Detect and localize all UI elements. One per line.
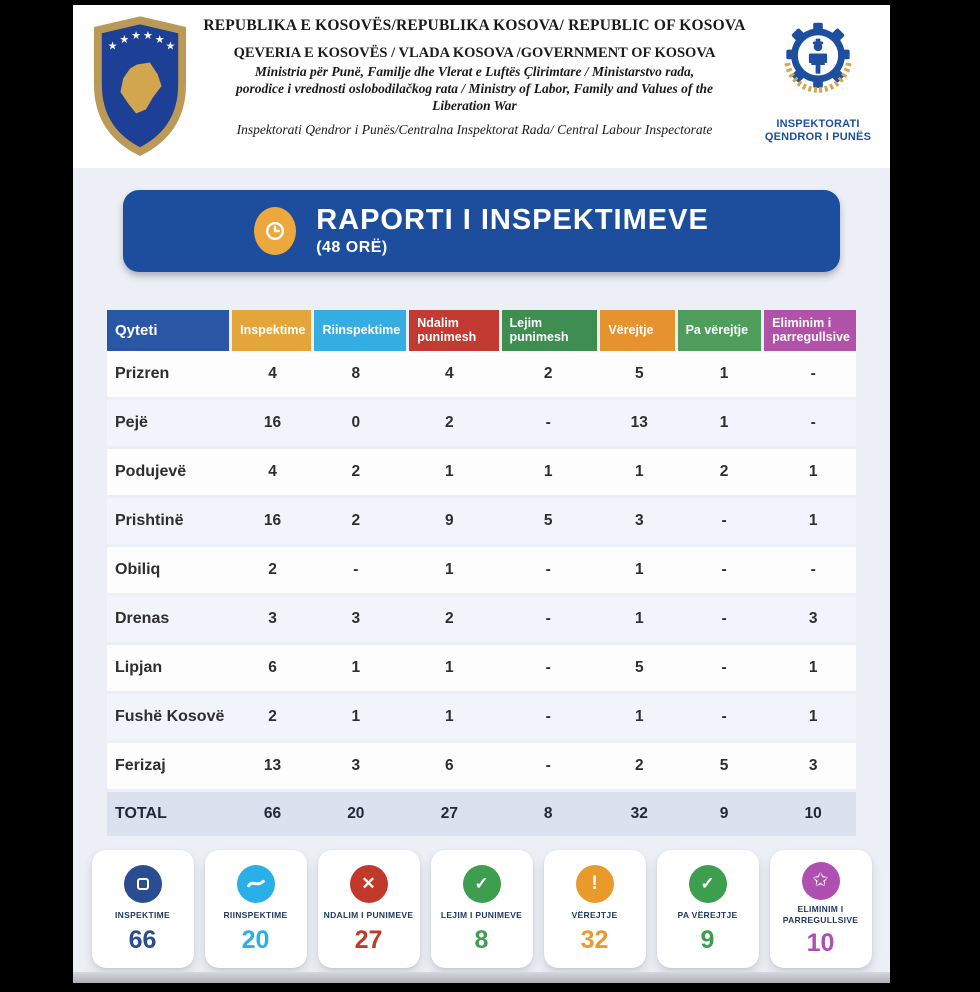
star-icon: ✩	[802, 862, 840, 900]
table-cell-value: 2	[351, 462, 361, 480]
column-header-qyteti: Qyteti	[107, 310, 229, 351]
summary-card-v-rejtje	[544, 850, 646, 968]
table-cell-value: -	[545, 413, 551, 431]
card-value: 9	[700, 925, 715, 954]
table-cell-value: 32	[630, 804, 648, 822]
banner-text	[316, 205, 709, 256]
card-value: 8	[474, 925, 489, 954]
table-body	[107, 351, 856, 836]
svg-text:★: ★	[165, 40, 176, 53]
table-cell-value: 9	[719, 804, 729, 822]
table-cell-value: 3	[808, 756, 818, 774]
table-cell-value: -	[721, 511, 727, 529]
clock-icon	[254, 207, 296, 255]
column-header-eliminim-i-parregullsive: Eliminim i parregullsive	[764, 310, 856, 351]
table-cell-value: 66	[263, 804, 282, 822]
city-label-prishtin-: Prishtinë	[115, 511, 184, 529]
svg-text:★: ★	[107, 40, 118, 53]
table-cell-value: 4	[445, 364, 454, 382]
report-page	[73, 5, 890, 983]
table-cell-value: 1	[543, 462, 553, 480]
table-cell-value: 5	[543, 511, 553, 529]
table-row	[107, 449, 856, 498]
table-cell-value: 1	[634, 462, 644, 480]
table-cell-value: 2	[445, 609, 454, 627]
table-row	[107, 596, 856, 645]
city-label-podujev-: Podujevë	[115, 462, 187, 480]
city-label-prizren: Prizren	[115, 364, 170, 382]
table-cell-value: -	[545, 560, 551, 578]
summary-card-pa-v-rejtje	[657, 850, 759, 968]
summary-card-riinspektime	[205, 850, 307, 968]
table-cell-value: 16	[263, 511, 282, 529]
header-title-block	[189, 15, 760, 138]
table-cell-value: 3	[351, 609, 361, 627]
table-cell-value: 2	[268, 707, 277, 725]
table-cell-value: 1	[445, 658, 454, 676]
card-value: 32	[580, 925, 609, 954]
inspections-table	[107, 310, 856, 836]
card-label: INSPEKTIME	[115, 909, 170, 920]
ministry-line-3: Liberation War	[432, 97, 517, 113]
table-row	[107, 547, 856, 596]
government-title: QEVERIA E KOSOVËS / VLADA KOSOVA /GOVERNMENT OF KOSOVA	[233, 45, 716, 61]
table-cell-value: 9	[445, 511, 454, 529]
summary-card-eliminim-i-parregullsive	[770, 850, 872, 968]
svg-text:★: ★	[119, 33, 130, 46]
ministry-line-2: porodice i vrednosti oslobodilačkog rata / Ministry of Labor, Family and Values of the	[235, 80, 714, 96]
table-cell-value: -	[810, 413, 816, 431]
card-label: NDALIM I PUNIMEVE	[323, 909, 414, 920]
summary-card-inspektime	[92, 850, 194, 968]
table-cell-value: -	[721, 658, 727, 676]
table-cell-value: 1	[808, 707, 818, 725]
table-cell-value: -	[721, 707, 727, 725]
summary-cards-row	[81, 850, 882, 968]
card-label: ELIMINIM I PARREGULLSIVE	[782, 903, 859, 926]
refresh-icon	[237, 865, 275, 903]
report-subtitle: (48 ORË)	[316, 238, 388, 256]
column-header-lejim-punimesh: Lejim punimesh	[502, 310, 598, 351]
table-cell-value: 1	[351, 707, 361, 725]
table-cell-value: -	[721, 609, 727, 627]
table-cell-value: 1	[808, 511, 818, 529]
report-banner	[123, 190, 840, 272]
table-cell-value: -	[810, 364, 816, 382]
table-cell-value: 1	[634, 707, 644, 725]
table-row	[107, 743, 856, 792]
table-cell-value: 2	[351, 511, 361, 529]
table-cell-value: 1	[808, 462, 818, 480]
table-cell-value: -	[545, 707, 551, 725]
square-icon	[124, 865, 162, 903]
logo-caption-line-2: QENDROR I PUNËS	[764, 130, 872, 143]
table-cell-value: -	[545, 658, 551, 676]
table-cell-value: 3	[808, 609, 818, 627]
table-cell-value: 0	[351, 413, 361, 431]
table-cell-value: 1	[445, 560, 454, 578]
table-cell-value: 4	[268, 364, 277, 382]
table-cell-value: 2	[543, 364, 553, 382]
card-label: PA VËREJTJE	[677, 909, 738, 920]
table-cell-value: 2	[719, 462, 729, 480]
table-cell-value: 2	[634, 756, 644, 774]
city-label-lipjan: Lipjan	[115, 658, 163, 676]
table-row	[107, 351, 856, 400]
card-value: 66	[128, 925, 157, 954]
column-header-pa-v-rejtje: Pa vërejtje	[678, 310, 762, 351]
inspectorate-line: Inspektorati Qendror i Punës/Centralna Inspektorat Rada/ Central Labour Inspectorate	[236, 121, 713, 137]
table-cell-value: -	[545, 609, 551, 627]
table-row	[107, 498, 856, 547]
table-cell-value: 3	[268, 609, 277, 627]
table-cell-value: 20	[347, 804, 365, 822]
table-cell-value: 1	[351, 658, 361, 676]
gear-worker-icon	[770, 17, 866, 113]
table-cell-value: 1	[719, 413, 729, 431]
table-cell-value: 5	[634, 658, 644, 676]
card-value: 27	[354, 925, 383, 954]
table-row	[107, 645, 856, 694]
check-icon: ✓	[463, 865, 501, 903]
card-value: 10	[806, 928, 835, 957]
city-label-ferizaj: Ferizaj	[115, 756, 166, 774]
table-cell-value: 4	[268, 462, 277, 480]
inspectorate-logo	[760, 15, 876, 143]
table-cell-value: -	[545, 756, 551, 774]
table-cell-value: 16	[263, 413, 282, 431]
city-label-obiliq: Obiliq	[115, 560, 161, 578]
table-cell-value: -	[353, 560, 359, 578]
table-cell-value: 13	[630, 413, 648, 431]
summary-card-lejim-i-punimeve	[431, 850, 533, 968]
page-bottom-edge	[73, 972, 890, 983]
table-cell-value: 13	[263, 756, 282, 774]
table-cell-value: 1	[634, 609, 644, 627]
table-cell-value: 1	[634, 560, 644, 578]
exclamation-icon: !	[576, 865, 614, 903]
column-header-riinspektime: Riinspektime	[314, 310, 406, 351]
table-cell-value: 8	[543, 804, 553, 822]
logo-caption-line-1: INSPEKTORATI	[776, 118, 860, 130]
table-header-row	[107, 310, 856, 351]
table-cell-value: 1	[808, 658, 818, 676]
svg-text:★: ★	[131, 29, 141, 42]
card-label: LEJIM I PUNIMEVE	[440, 909, 523, 920]
table-cell-value: 1	[445, 462, 454, 480]
column-header-ndalim-punimesh: Ndalim punimesh	[409, 310, 498, 351]
table-cell-value: 1	[445, 707, 454, 725]
ministry-line-1: Ministria për Punë, Familje dhe Vlerat e Luftës Çlirimtare / Ministarstvo rada,	[254, 64, 695, 79]
card-label: RIINSPEKTIME	[223, 909, 288, 920]
table-cell-value: 10	[804, 804, 822, 822]
city-label-pej-: Pejë	[115, 413, 148, 431]
x-icon: ✕	[350, 865, 388, 903]
republic-title: REPUBLIKA E KOSOVËS/REPUBLIKA KOSOVA/ REPUBLIC OF KOSOVA	[203, 17, 746, 34]
svg-text:★: ★	[142, 29, 153, 42]
card-value: 20	[241, 925, 270, 954]
table-cell-value: -	[721, 560, 727, 578]
table-cell-value: 5	[634, 364, 644, 382]
city-label-drenas: Drenas	[115, 609, 170, 627]
page-header	[73, 5, 890, 168]
table-cell-value: 1	[719, 364, 729, 382]
table-row	[107, 694, 856, 743]
logo-caption	[760, 118, 876, 143]
table-cell-value: 2	[268, 560, 277, 578]
table-cell-value: 5	[719, 756, 729, 774]
check-icon: ✓	[689, 865, 727, 903]
city-label-fush-kosov-: Fushë Kosovë	[115, 707, 225, 725]
table-cell-value: 6	[268, 658, 277, 676]
summary-card-ndalim-i-punimeve	[318, 850, 420, 968]
table-cell-value: -	[810, 560, 816, 578]
table-cell-value: 3	[351, 756, 361, 774]
card-label: VËREJTJE	[571, 909, 618, 920]
table-cell-value: 27	[440, 804, 458, 822]
report-title: RAPORTI I INSPEKTIMEVE	[316, 204, 709, 237]
table-cell-value: 8	[351, 364, 361, 382]
kosovo-coat-of-arms-icon	[91, 15, 189, 157]
svg-text:★: ★	[154, 33, 165, 46]
table-cell-value: 6	[445, 756, 454, 774]
table-row	[107, 792, 856, 836]
total-label: TOTAL	[115, 804, 167, 822]
column-header-inspektime: Inspektime	[232, 310, 311, 351]
table-row	[107, 400, 856, 449]
column-header-v-rejtje: Vërejtje	[600, 310, 674, 351]
table-cell-value: 3	[634, 511, 644, 529]
table-cell-value: 2	[445, 413, 454, 431]
